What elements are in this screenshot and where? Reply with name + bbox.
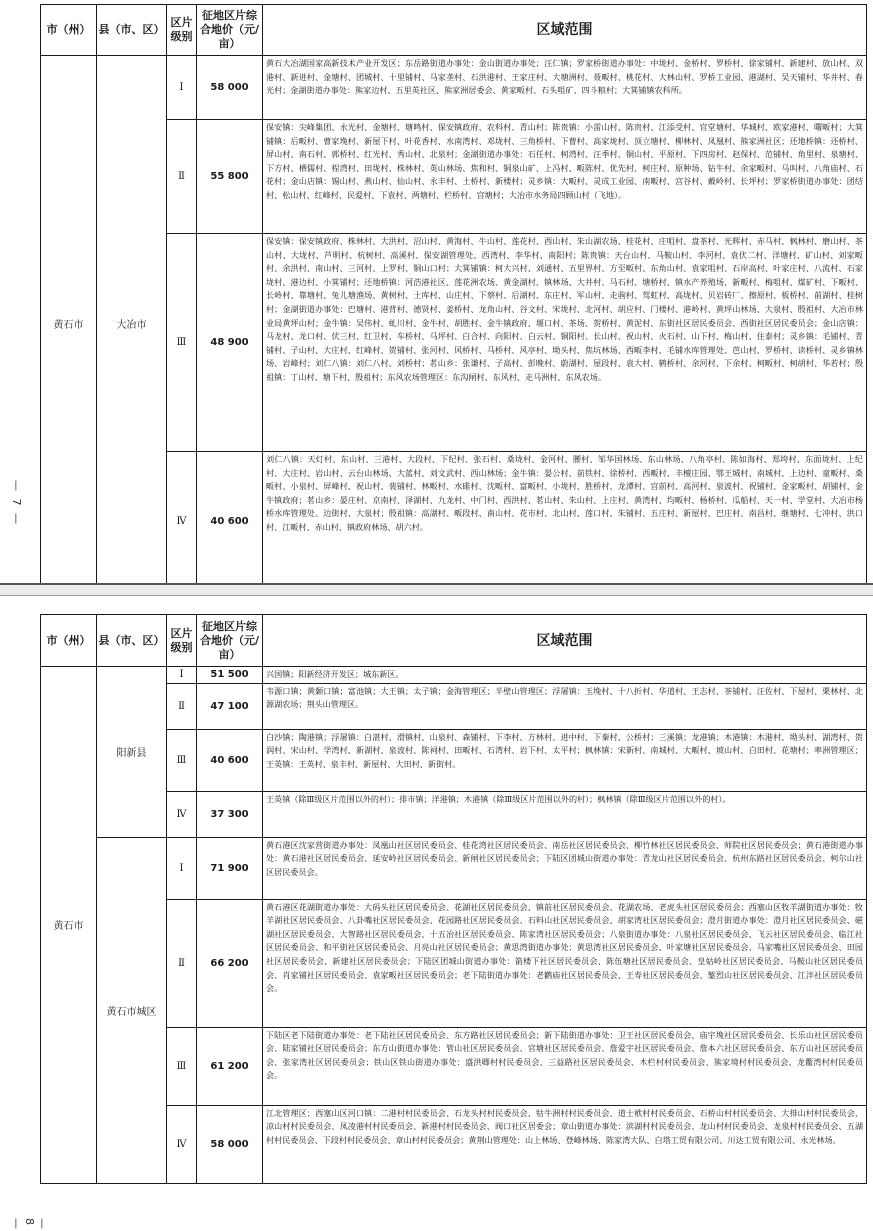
county-cell: 阳新县 <box>97 667 167 838</box>
level-cell: Ⅱ <box>167 120 197 234</box>
level-cell: Ⅳ <box>167 452 197 592</box>
level-cell: Ⅳ <box>167 791 197 837</box>
scope-cell: 保安镇：保安镇政府、株林村、大洪村、沼山村、黄海村、牛山村、莲花村、西山村、朱山湖农场、桂花村、庄咀村、盘茶村、光辉村、赤马村、枫林村、磨山村、茶山村、大垅村、芦明村、杭树村、高溪村、保安湖管理处、西湾村、李华村、南阳村；陈贵镇：天台山村、马鞍山村、李河村、袁伏二村、洋塘村、矿山村、刘家畈村、余洪村、南山村、三河村、上罗村、铜山口村；大箕铺镇：柯大兴村、刘通村、五里界村、方至畈村、东角山村、袁家咀村、石岸高村、叶家庄村、八流村、石家垅村、港边村、小箕铺村；还地桥镇：河浩港社区、莲花洲农场、黄金湖村、镇林场、大井村、马石村、塘桥村、镇水产养殖场、新畈村、梅咀村、煤矿村、下畈村、长岭村、靠塘村、兔儿塘渔场、黄树村、土库村、山庄村、下蔡村、后湖村、东庄村、军山村、走驹村、驾虹村、高垅村、贝岩砖厂、擦原村、板桥村、前湖村、桂树村；金湖街道办事处：巴塘村、港背村、德贤村、姜桥村、龙角山村、谷文村、宋垅村、北河村、胡应村、门楼村、港岭村、黄坪山林场、大泉村、殷祖村、大冶市林业局黄坪山村；金牛镇：吴伟村、虬川村、金牛村、胡胜村、金牛镇政府、堰口村、茶场、贺桥村、黄泥村、东街社区居民委员会、西街社区居民委员会；金山店镇：马龙村、龙口村、伏三村、红卫村、车桥村、马坪村、白合村、向阳村、白云村、铜阳村、长山村、祝山村、火石村、山下村、梅山村、住泰村；灵乡镇：毛铺村、青铺村、子山村、大庄村、红峰村、贺铺村、张河村、风桥村、马桥村、风亭村、坳头村、焦坑林场、西畈李村、毛铺水库管理处、芭山村、罗桥村、读桥村、灵乡镇林场、岩峰村；刘仁八镇：刘仁八村、刘桥村；茗山乡：张谦村、子高村、彭晚村、蔚湖村、屋段村、袁大村、鹤桥村、余河村、下余村、柯畈村、柯胡村、华若村；殷祖镇：丁山村、塘下村、殷祖村；东风农场管理区：东沟闸村、东风村、走马洲村、东风农场。 <box>263 234 867 452</box>
table-header-row <box>41 615 867 667</box>
level-cell: Ⅰ <box>167 667 197 684</box>
level-cell: Ⅳ <box>167 1105 197 1183</box>
header-county: 县（市、区） <box>97 615 167 667</box>
price-cell: 51 500 <box>197 667 263 684</box>
header-price: 征地区片综合地价（元/亩） <box>197 615 263 667</box>
scope-cell: 下陆区老下陆街道办事处：老下陆社区居民委员会、东方路社区居民委员会；新下陆街道办事处：卫王社区居民委员会、庙宇堍社区居民委员会、长乐山社区居民委员会、陆家铺社区居民委员会；东方山街道办事处：管山社区居民委员会、官塘社区居民委员会、詹爱宇社区居民委员会、詹本六社区居民委员会、东方山社区居民委员会、张家湾社区居民委员会；铁山区铁山街道办事处：盛洪卿村村民委员会、三益路社区居民委员会、木栏村村民委员会、熊家境村村民委员会、龙衢湾村村民委员会。 <box>263 1027 867 1105</box>
level-cell: Ⅱ <box>167 683 197 729</box>
level-cell: Ⅲ <box>167 729 197 791</box>
scope-cell: 王英镇（除Ⅲ级区片范围以外的村）；排市镇；洋港镇；木港镇（除Ⅲ级区片范围以外的村）；枫林镇（除Ⅲ级区片范围以外的村）。 <box>263 791 867 837</box>
header-level: 区片级别 <box>167 615 197 667</box>
table-row <box>41 667 867 684</box>
level-cell: Ⅲ <box>167 1027 197 1105</box>
city-cell: 黄石市 <box>41 667 97 1184</box>
header-scope: 区域范围 <box>263 615 867 667</box>
price-cell: 40 600 <box>197 452 263 592</box>
scope-cell: 白沙镇；陶港镇；浮屠镇：白湛村、滑镇村、山泉村、森铺村、下李村、方林村、进中村、下秦村、公桥村；三溪镇；龙港镇；木港镇：木港村、坳头村、湖湾村、贺润村、宋山村、学湾村、新湖村、泉波村、陈祠村、田畈村、石湾村、岩下村、太平村；枫林镇：宋新村、南城村、大畈村、坡山村、白田村、花塘村；率洲管理区；王英镇：王英村、泉丰村、新屋村、大田村、新街村。 <box>263 729 867 791</box>
page-8 <box>0 596 873 1231</box>
level-cell: Ⅰ <box>167 837 197 899</box>
price-cell: 58 000 <box>197 1105 263 1183</box>
scope-cell: 黄石港区沈家营街道办事处：凤凰山社区居民委员会、桂花湾社区居民委员会、南岳社区居民委员会、柳竹林社区居民委员会、师院社区居民委员会；黄石港街道办事处：黄石港社区居民委员会、延安岭社区居民委员会、新闸社区居民委员会；下陆区团城山街道办事处：青龙山社区居民委员会、杭州东路社区居民委员会、柯尔山社区居民委员会。 <box>263 837 867 899</box>
scope-cell: 黄石大冶湖国家高新技术产业开发区；东岳路街道办事处：金山街道办事处；汪仁镇；罗家桥街道办事处：中垅村、金桥村、罗桥村、徐家铺村、新建村、放山村、双港村、新进村、金塘村、团城村、十里铺村、马家垄村、石洪港村、王家庄村、大塘洲村、聂畈村、桃花村、大林山村、罗桥工业园、港湖村、吴天铺村、华井村、春光村；金湖街道办事处：熊家边村、五里英社区、熊家洲居委会、黄家畈村、石头咀矿、四斗粮村；大箕铺镇农科所。 <box>263 56 867 120</box>
price-cell: 37 300 <box>197 791 263 837</box>
price-cell: 61 200 <box>197 1027 263 1105</box>
header-scope: 区域范围 <box>263 5 867 56</box>
table-row <box>41 837 867 899</box>
level-cell: Ⅰ <box>167 56 197 120</box>
page-number: — 8 — <box>10 1218 49 1231</box>
scope-cell: 保安镇：尖峰集团、永光村、金塘村、塘鸣村、保安镇政府、农科村、青山村；陈贵镇：小雷山村、陈贵村、江添受村、官堂塘村、华城村、欧家港村、曙畈村；大箕铺镇：后畈村、曹家堍村、新屋下村、叶花香村、水南湾村、邓垅村、三角桥村、下曹村、高家垅村、顶立塘村、柳林村、凤凰村、熊家洲社区；还地桥镇：还桥村、屏山村、南石村、郭桥村、红光村、秀山村、北泉村；金湖街道办事处：石任村、柯湾村、汪季村、铜山村、平原村、下四房村、赵保村、范铺村、角里村、泉塘村、下方村、栖儒村、程湾村、田垅村、株林村、英山林场、焦和村、铜泉山矿、上冯村、畈陈村、优先村、柯庄村、原种场、钻牛村、余家畈村、马叫村、八角庙村、石花村；金山店镇：锡山村、燕山村、仙山村、永丰村、土桥村、新楼村；灵乡镇：大畈村、灵成工业园、南畈村、宫谷村、戴岭村、长坪村；罗家桥街道办事处：团结村、松山村、红峰村、民爱村、下袁村、两塘村、栏桥村、宫塘村；大冶市水务局四顾山村（飞地）。 <box>263 120 867 234</box>
land-price-table-part1 <box>40 4 867 592</box>
price-cell: 55 800 <box>197 120 263 234</box>
price-cell: 71 900 <box>197 837 263 899</box>
price-cell: 48 900 <box>197 234 263 452</box>
price-cell: 40 600 <box>197 729 263 791</box>
city-cell: 黄石市 <box>41 56 97 592</box>
page-separator <box>0 583 873 596</box>
scope-cell: 刘仁八镇：天灯村、东山村、三港村、大段村、下纪村、张石村、桑垅村、金河村、腰村、邹华国林场、东山林场、八角亭村、陈如海村、郑垮村、东面垅村、上纪村、大庄村、岩山村、云台山林场、大蓝村、刘文武村、西山林场；金牛镇：晏公村、前铁村、徐桥村、西畈村、丰檀庄园、鄂王城村、南城村、上边村、童畈村、桑畈村、小泉村、屏峰村、祝山村、裴铺村、林畈村、水碓村、沈畈村、富畈村、小垅村、胜桥村、龙潭村、宫前村、高河村、泉波村、祝铺村、金家畈村、胡铺村、金牛镇政府；茗山乡：晏庄村、京南村、泽湖村、九龙村、中门村、西洪村、茗山村、朱山村、上庄村、黄湾村、均畈村、杨桥村、瓜船村、天一村、学堂村、大冶市杨桥水库管理处、边街村、大泉村；殷祖镇：高湖村、畈段村、南山村、花市村、北山村、莲口村、朱铺村、五庄村、新屋村、巴庄村、南昌村、继塘村、七冲村、洪口村、江畈村、赤山村、镇政府林场、胡六村。 <box>263 452 867 592</box>
county-cell: 大冶市 <box>97 56 167 592</box>
header-level: 区片级别 <box>167 5 197 56</box>
land-price-table-part2 <box>40 614 867 1184</box>
price-cell: 47 100 <box>197 683 263 729</box>
header-county: 县（市、区） <box>97 5 167 56</box>
table-row <box>41 56 867 120</box>
price-cell: 66 200 <box>197 899 263 1027</box>
scope-cell: 黄石港区花湖街道办事处：大码头社区居民委员会、花湖社区居民委员会、镇前社区居民委员会、花湖农场、老虎头社区居民委员会；西塞山区牧羊湖街道办事处：牧羊湖社区居民委员会、八卦嘴社区居民委员会、花园路社区居民委员会、石料山社区居民委员会、胡家湾社区居民委员会；澄月街道办事处：澄月社区居民委员会、磁湖社区居民委员会、大智路社区居民委员会、十五冶社区居民委员会、陈家湾社区居民委员会；八泉街道办事处：八泉社区居民委员会、飞云社区居民委员会、临江社区居民委员会、和平街社区居民委员会、月亮山社区居民委员会；黄思湾街道办事处：黄思湾社区居民委员会、叶家塘社区居民委员会、马家嘴社区居民委员会、田园社区居民委员会、新建社区居民委员会；下陆区团城山街道办事处：箭楼下社区居民委员会、陈伍塘社区居民委员会、皇姑岭社区居民委员会、马鞍山社区居民委员会、肖家铺社区居民委员会、袁家畈社区居民委员会；老下陆街道办事处：老鹳庙社区居民委员会、王寿社区居民委员会、錾烈山社区居民委员会、江泮社区居民委员会。 <box>263 899 867 1027</box>
page-number: — 7 — <box>10 480 23 526</box>
header-price: 征地区片综合地价（元/亩） <box>197 5 263 56</box>
table-header-row <box>41 5 867 56</box>
header-city: 市（州） <box>41 5 97 56</box>
scope-cell: 韦源口镇；黄颡口镇；富池镇；大王镇；太子镇；金海管理区；半壁山管理区；浮屠镇：玉堍村、十八折村、华道村、王志村、茶铺村、汪佐村、下屋村、栗林村、北源湖农场；荆头山管理区。 <box>263 683 867 729</box>
header-city: 市（州） <box>41 615 97 667</box>
level-cell: Ⅱ <box>167 899 197 1027</box>
scope-cell: 兴国镇；阳新经济开发区；城东新区。 <box>263 667 867 684</box>
scope-cell: 江北管理区；西塞山区河口镇：二港村村民委员会、石龙头村村民委员会、牯牛洲村村民委员会、道士袱村村民委员会、石桥山村村民委员会、大排山村村民委员会、凉山村村民委员会、凤凌港村村民委员会、新港村村民委员会、阀口社区居委会；章山街道办事处：滨湖村村民委员会、龙山村村民委员会、龙泉村村民委员会、五湖村村民委员会、下段村村民委员会、章山村村民委员会；黄荆山管理处：山上林场、登峰林场、陈家湾大队、白塔工贸有限公司、川达工贸有限公司、永光林场。 <box>263 1105 867 1183</box>
page-7 <box>0 0 873 583</box>
county-cell: 黄石市城区 <box>97 837 167 1183</box>
level-cell: Ⅲ <box>167 234 197 452</box>
price-cell: 58 000 <box>197 56 263 120</box>
